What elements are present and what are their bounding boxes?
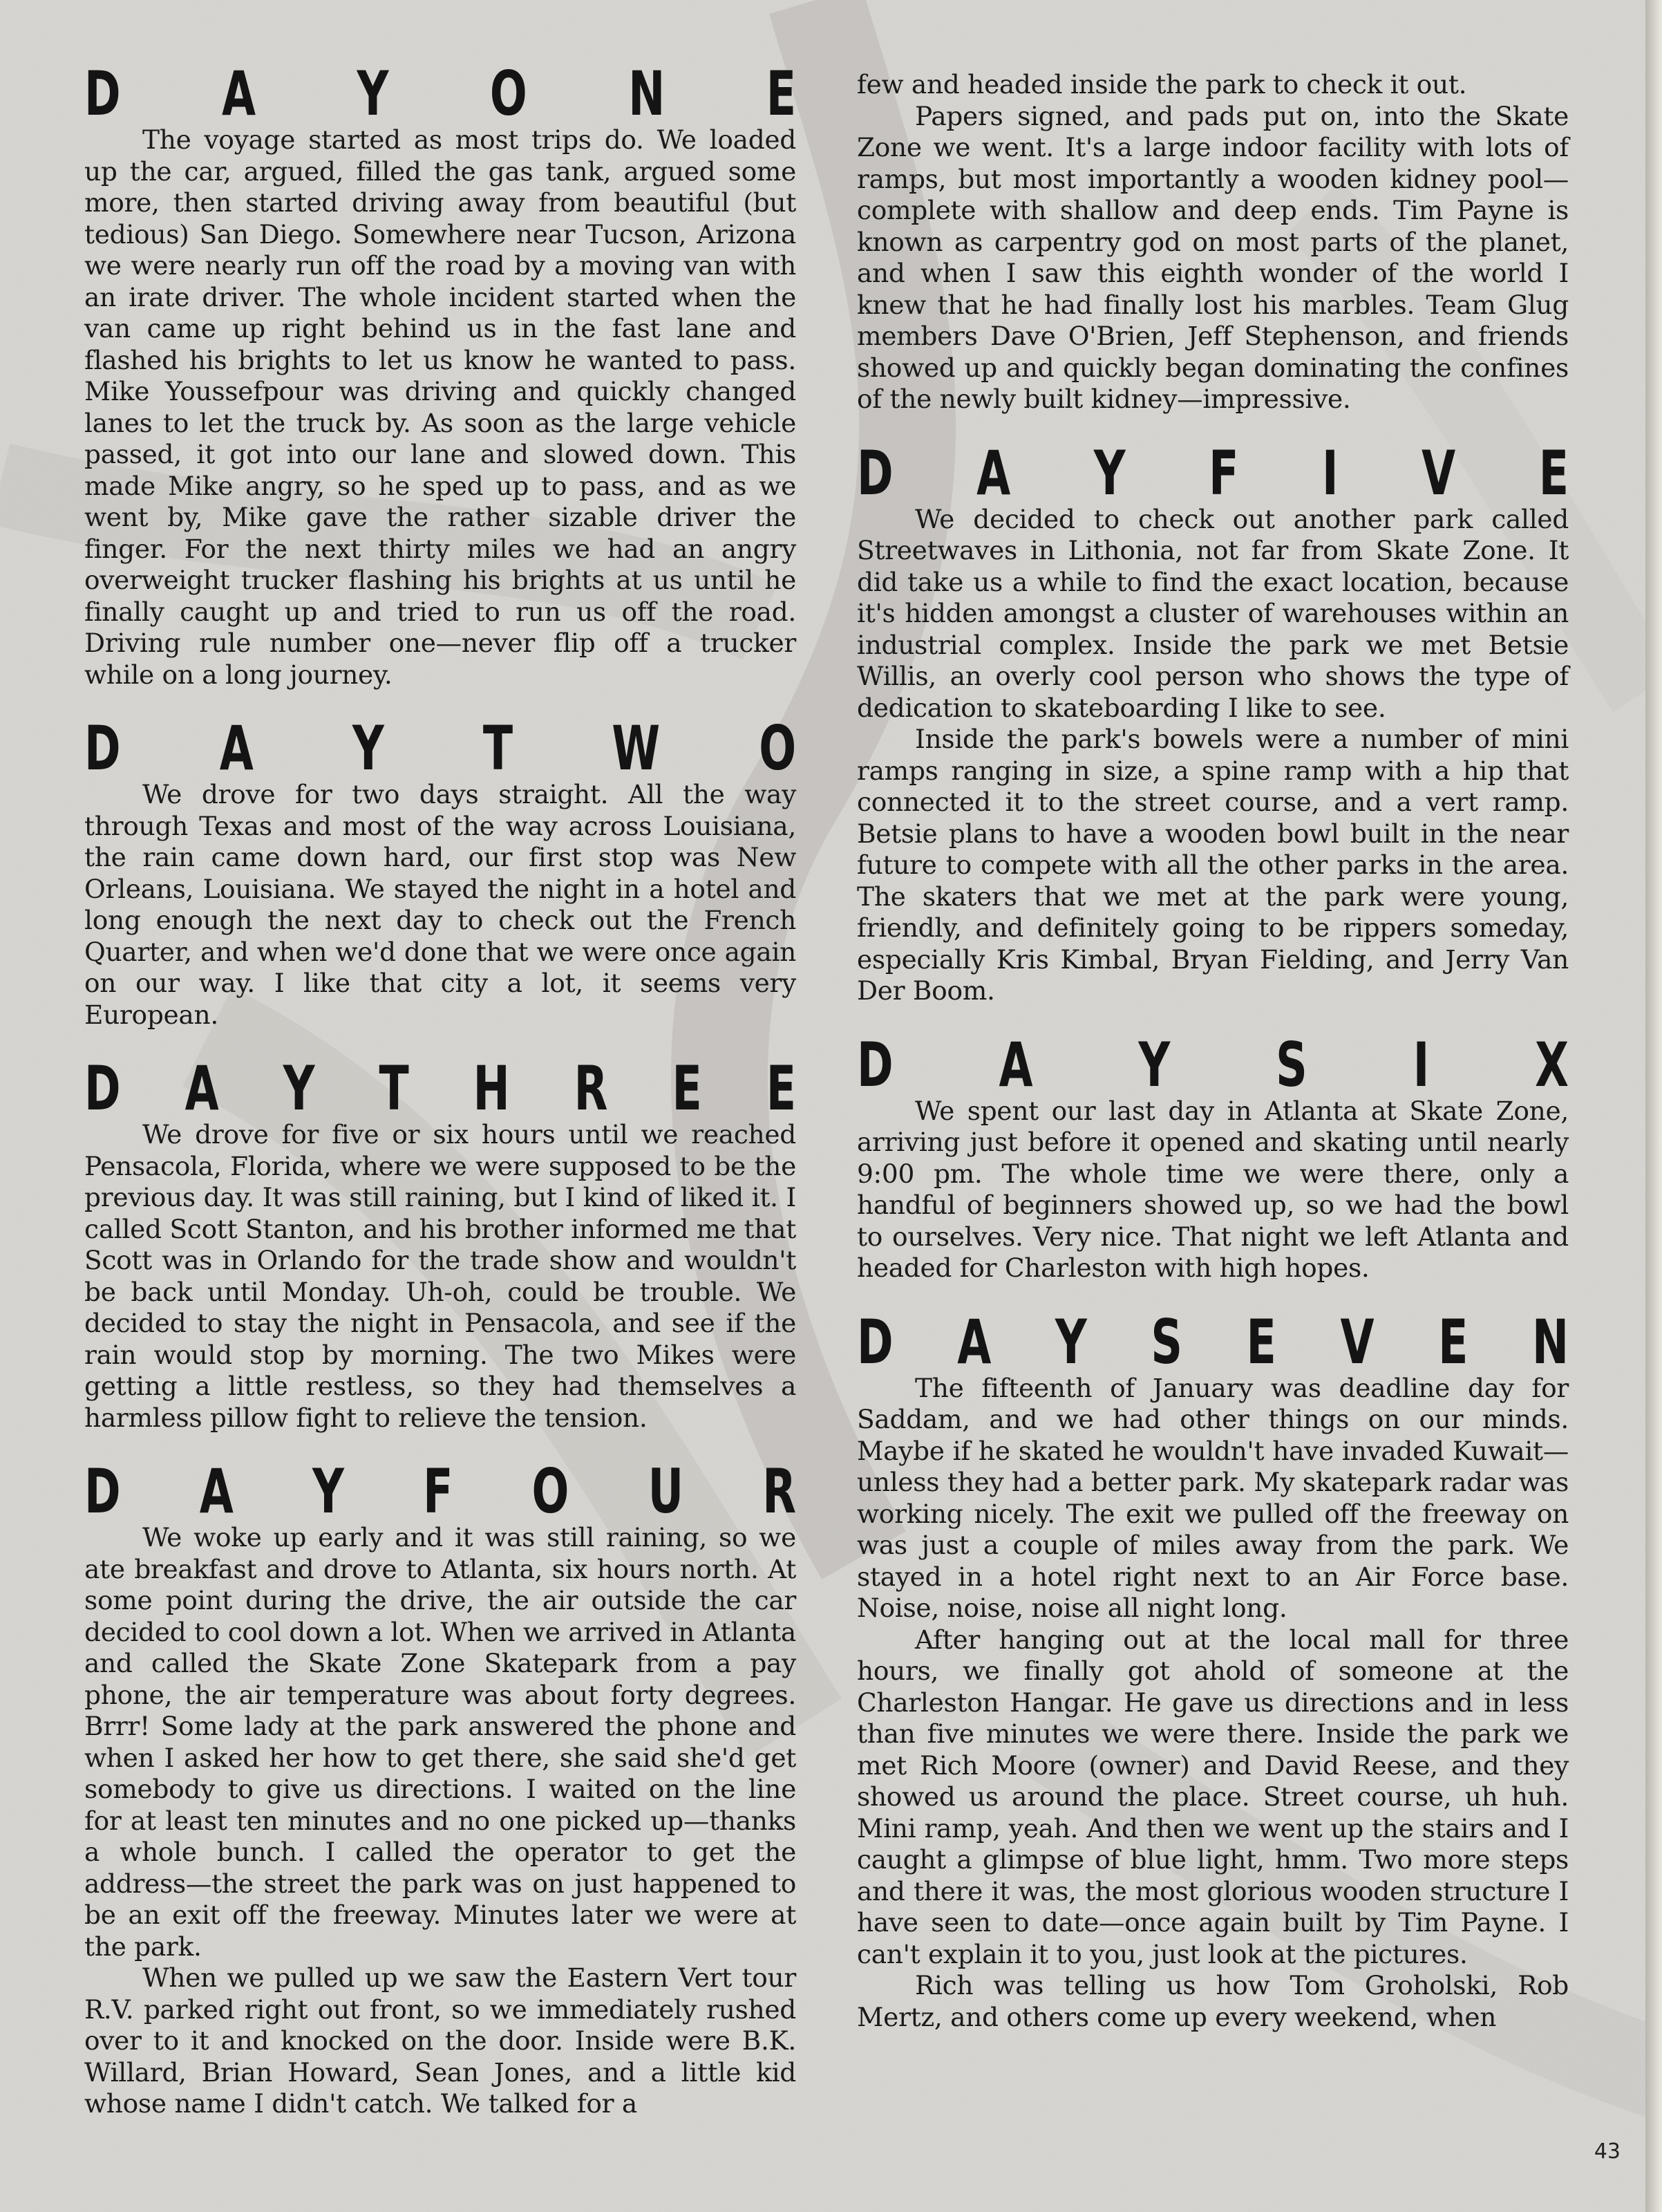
page-number: 43 <box>1594 2139 1621 2164</box>
body-paragraph: When we pulled up we saw the Eastern Vert tour R.V. parked right out front, so we immediately rushed over to it and knocked on the door. Inside were B.K. Willard, Brian Howard, Sean Jones, and a little kid whose name I didn't catch. We talked for a <box>84 1962 796 2119</box>
body-paragraph: The voyage started as most trips do. We loaded up the car, argued, filled the gas tank, argued some more, then started driving away from beautiful (but tedious) San Diego. Somewhere near Tucson, Arizona we were nearly run off the road by a moving van with an irate driver. The whole incident started when the van came up right behind us in the fast lane and flashed his brights to let us know he wanted to pass. Mike Youssefpour was driving and quickly changed lanes to let the truck by. As soon as the large vehicle passed, it got into our lane and slowed down. This made Mike angry, so he sped up to pass, and as we went by, Mike gave the rather sizable driver the finger. For the next thirty miles we had an angry overweight trucker flashing his brights at us until he finally caught up and tried to run us off the road. Driving rule number one—never flip off a trucker while on a long journey. <box>84 124 796 690</box>
body-paragraph: few and headed inside the park to check it out. <box>857 69 1467 100</box>
heading-letter: E <box>766 58 797 129</box>
body-paragraph: After hanging out at the local mall for three hours, we finally got ahold of someone at the Charleston Hangar. He gave us directions and in less than five minutes we were there. Inside the park we met Rich Moore (owner) and David Reese, and they showed us around the place. Street course, uh huh. Mini ramp, yeah. And then we went up the stairs and I caught a glimpse of blue light, hmm. Two more steps and there it was, the most glorious wooden structure I have seen to date—once again built by Tim Payne. I can't explain it to you, just look at the pictures. <box>857 1624 1569 1969</box>
heading-letter: D <box>857 1029 894 1100</box>
heading-letter: D <box>84 1053 121 1124</box>
heading-letter: S <box>1276 1029 1307 1100</box>
heading-letter: X <box>1535 1029 1569 1100</box>
body-paragraph: The fifteenth of January was deadline day for Saddam, and we had other things on our minds. Maybe if he skated he wouldn't have invaded Kuwait—unless they had a better park. My skatepark radar was working nicely. The exit we pulled off the freeway on was just a couple of miles away from the park. We stayed in a hotel right next to an Air Force base. Noise, noise, noise all night long. <box>857 1372 1569 1623</box>
heading-letter: A <box>185 1053 219 1124</box>
heading-letter: R <box>762 1456 797 1527</box>
heading-letter: A <box>976 437 1011 509</box>
heading-letter: D <box>857 1306 894 1378</box>
day-section <box>84 1456 797 2120</box>
heading-letter: D <box>84 1456 121 1527</box>
heading-letter: O <box>531 1456 569 1527</box>
body-paragraph: Inside the park's bowels were a number of mini ramps ranging in size, a spine ramp with a hip that connected it to the street course, and a vert ramp. Betsie plans to have a wooden bowl built in the near future to compete with all the other parks in the area. The skaters that we met at the park were young, friendly, and definitely going to be rippers someday, especially Kris Kimbal, Bryan Fielding, and Jerry Van Der Boom. <box>857 724 1569 1006</box>
heading-letter: E <box>1538 437 1569 509</box>
day-heading <box>857 1306 1569 1378</box>
heading-letter: A <box>199 1456 234 1527</box>
day-section <box>84 58 797 691</box>
heading-letter: F <box>423 1456 453 1527</box>
heading-letter: T <box>482 713 513 784</box>
day-section <box>84 713 797 1031</box>
body-paragraph: We drove for five or six hours until we reached Pensacola, Florida, where we were supposed to be the previous day. It was still raining, but I kind of liked it. I called Scott Stanton, and his brother informed me that Scott was in Orlando for the trade show and wouldn't be back until Monday. Uh-oh, could be trouble. We decided to stay the night in Pensacola, and see if the rain would stop by morning. The two Mikes were getting a little restless, so they had themselves a harmless pillow fight to relieve the tension. <box>84 1119 796 1433</box>
heading-letter: V <box>1422 437 1456 509</box>
right-column <box>857 69 1569 2033</box>
heading-letter: O <box>489 58 527 129</box>
day-heading <box>84 1456 797 1527</box>
heading-letter: E <box>672 1053 702 1124</box>
day-section <box>84 1053 797 1434</box>
heading-letter: D <box>84 713 121 784</box>
heading-letter: E <box>1438 1306 1469 1378</box>
heading-letter: F <box>1209 437 1239 509</box>
day-heading <box>84 58 797 129</box>
body-paragraph: Papers signed, and pads put on, into the Skate Zone we went. It's a large indoor facility with lots of ramps, but most importantly a wooden kidney pool—complete with shallow and deep ends. Tim Payne is known as carpentry god on most parts of the planet, and when I saw this eighth wonder of the world I knew that he had finally lost his marbles. Team Glug members Dave O'Brien, Jeff Stephenson, and friends showed up and quickly began dominating the confines of the newly built kidney—impressive. <box>857 100 1569 414</box>
heading-letter: A <box>999 1029 1033 1100</box>
heading-letter: A <box>222 58 256 129</box>
day-heading <box>84 713 797 784</box>
heading-letter: S <box>1151 1306 1182 1378</box>
heading-letter: T <box>379 1053 409 1124</box>
heading-letter: O <box>759 713 797 784</box>
heading-letter: I <box>1413 1029 1430 1100</box>
body-paragraph: We decided to check out another park called Streetwaves in Lithonia, not far from Skate Zone. It did take us a while to find the exact location, because it's hidden amongst a cluster of warehouses within an industrial complex. Inside the park we met Betsie Willis, an overly cool person who shows the type of dedication to skateboarding I like to see. <box>857 503 1569 723</box>
heading-letter: I <box>1322 437 1339 509</box>
day-heading <box>84 1053 797 1124</box>
day-section <box>857 1306 1569 2034</box>
heading-letter: N <box>1531 1306 1569 1378</box>
heading-letter: V <box>1340 1306 1375 1378</box>
heading-letter: Y <box>357 58 389 129</box>
body-paragraph: Rich was telling us how Tom Groholski, Rob Mertz, and others come up every weekend, when <box>857 1970 1569 2032</box>
heading-letter: D <box>857 437 894 509</box>
heading-letter: Y <box>283 1053 315 1124</box>
body-paragraph: We woke up early and it was still raining, so we ate breakfast and drove to Atlanta, six hours north. At some point during the drive, the air outside the car decided to cool down a lot. When we arrived in Atlanta and called the Skate Zone Skatepark from a pay phone, the air temperature was about forty degrees. Brrr! Some lady at the park answered the phone and when I asked her how to get there, she said she'd get somebody to give us directions. I waited on the line for at least ten minutes and no one picked up—thanks a whole bunch. I called the operator to get the address—the street the park was on just happened to be an exit off the freeway. Minutes later we were at the park. <box>84 1522 796 1962</box>
heading-letter: Y <box>1093 437 1126 509</box>
heading-letter: A <box>219 713 254 784</box>
heading-letter: H <box>473 1053 510 1124</box>
day-section <box>857 437 1569 1007</box>
heading-letter: N <box>628 58 665 129</box>
heading-letter: W <box>612 713 661 784</box>
heading-letter: Y <box>1138 1029 1171 1100</box>
body-paragraph: We drove for two days straight. All the way through Texas and most of the way across Louisiana, the rain came down hard, our first stop was New Orleans, Louisiana. We stayed the night in a hotel and long enough the next day to check out the French Quarter, and when we'd done that we were once again on our way. I like that city a lot, it seems very European. <box>84 779 796 1030</box>
left-column <box>84 58 797 2120</box>
heading-letter: A <box>957 1306 992 1378</box>
heading-letter: U <box>648 1456 684 1527</box>
heading-letter: D <box>84 58 121 129</box>
day-heading <box>857 1029 1569 1100</box>
heading-letter: E <box>1246 1306 1276 1378</box>
heading-letter: R <box>574 1053 608 1124</box>
heading-letter: Y <box>352 713 384 784</box>
heading-letter: E <box>766 1053 797 1124</box>
day-section <box>857 1029 1569 1284</box>
heading-letter: Y <box>1055 1306 1087 1378</box>
day-heading <box>857 437 1569 509</box>
body-paragraph: We spent our last day in Atlanta at Skate Zone, arriving just before it opened and skating until nearly 9:00 pm. The whole time we were there, only a handful of beginners showed up, so we had the bowl to ourselves. Very nice. That night we left Atlanta and headed for Charleston with high hopes. <box>857 1095 1569 1283</box>
heading-letter: Y <box>312 1456 344 1527</box>
page-edge-shadow <box>1645 0 1662 2212</box>
